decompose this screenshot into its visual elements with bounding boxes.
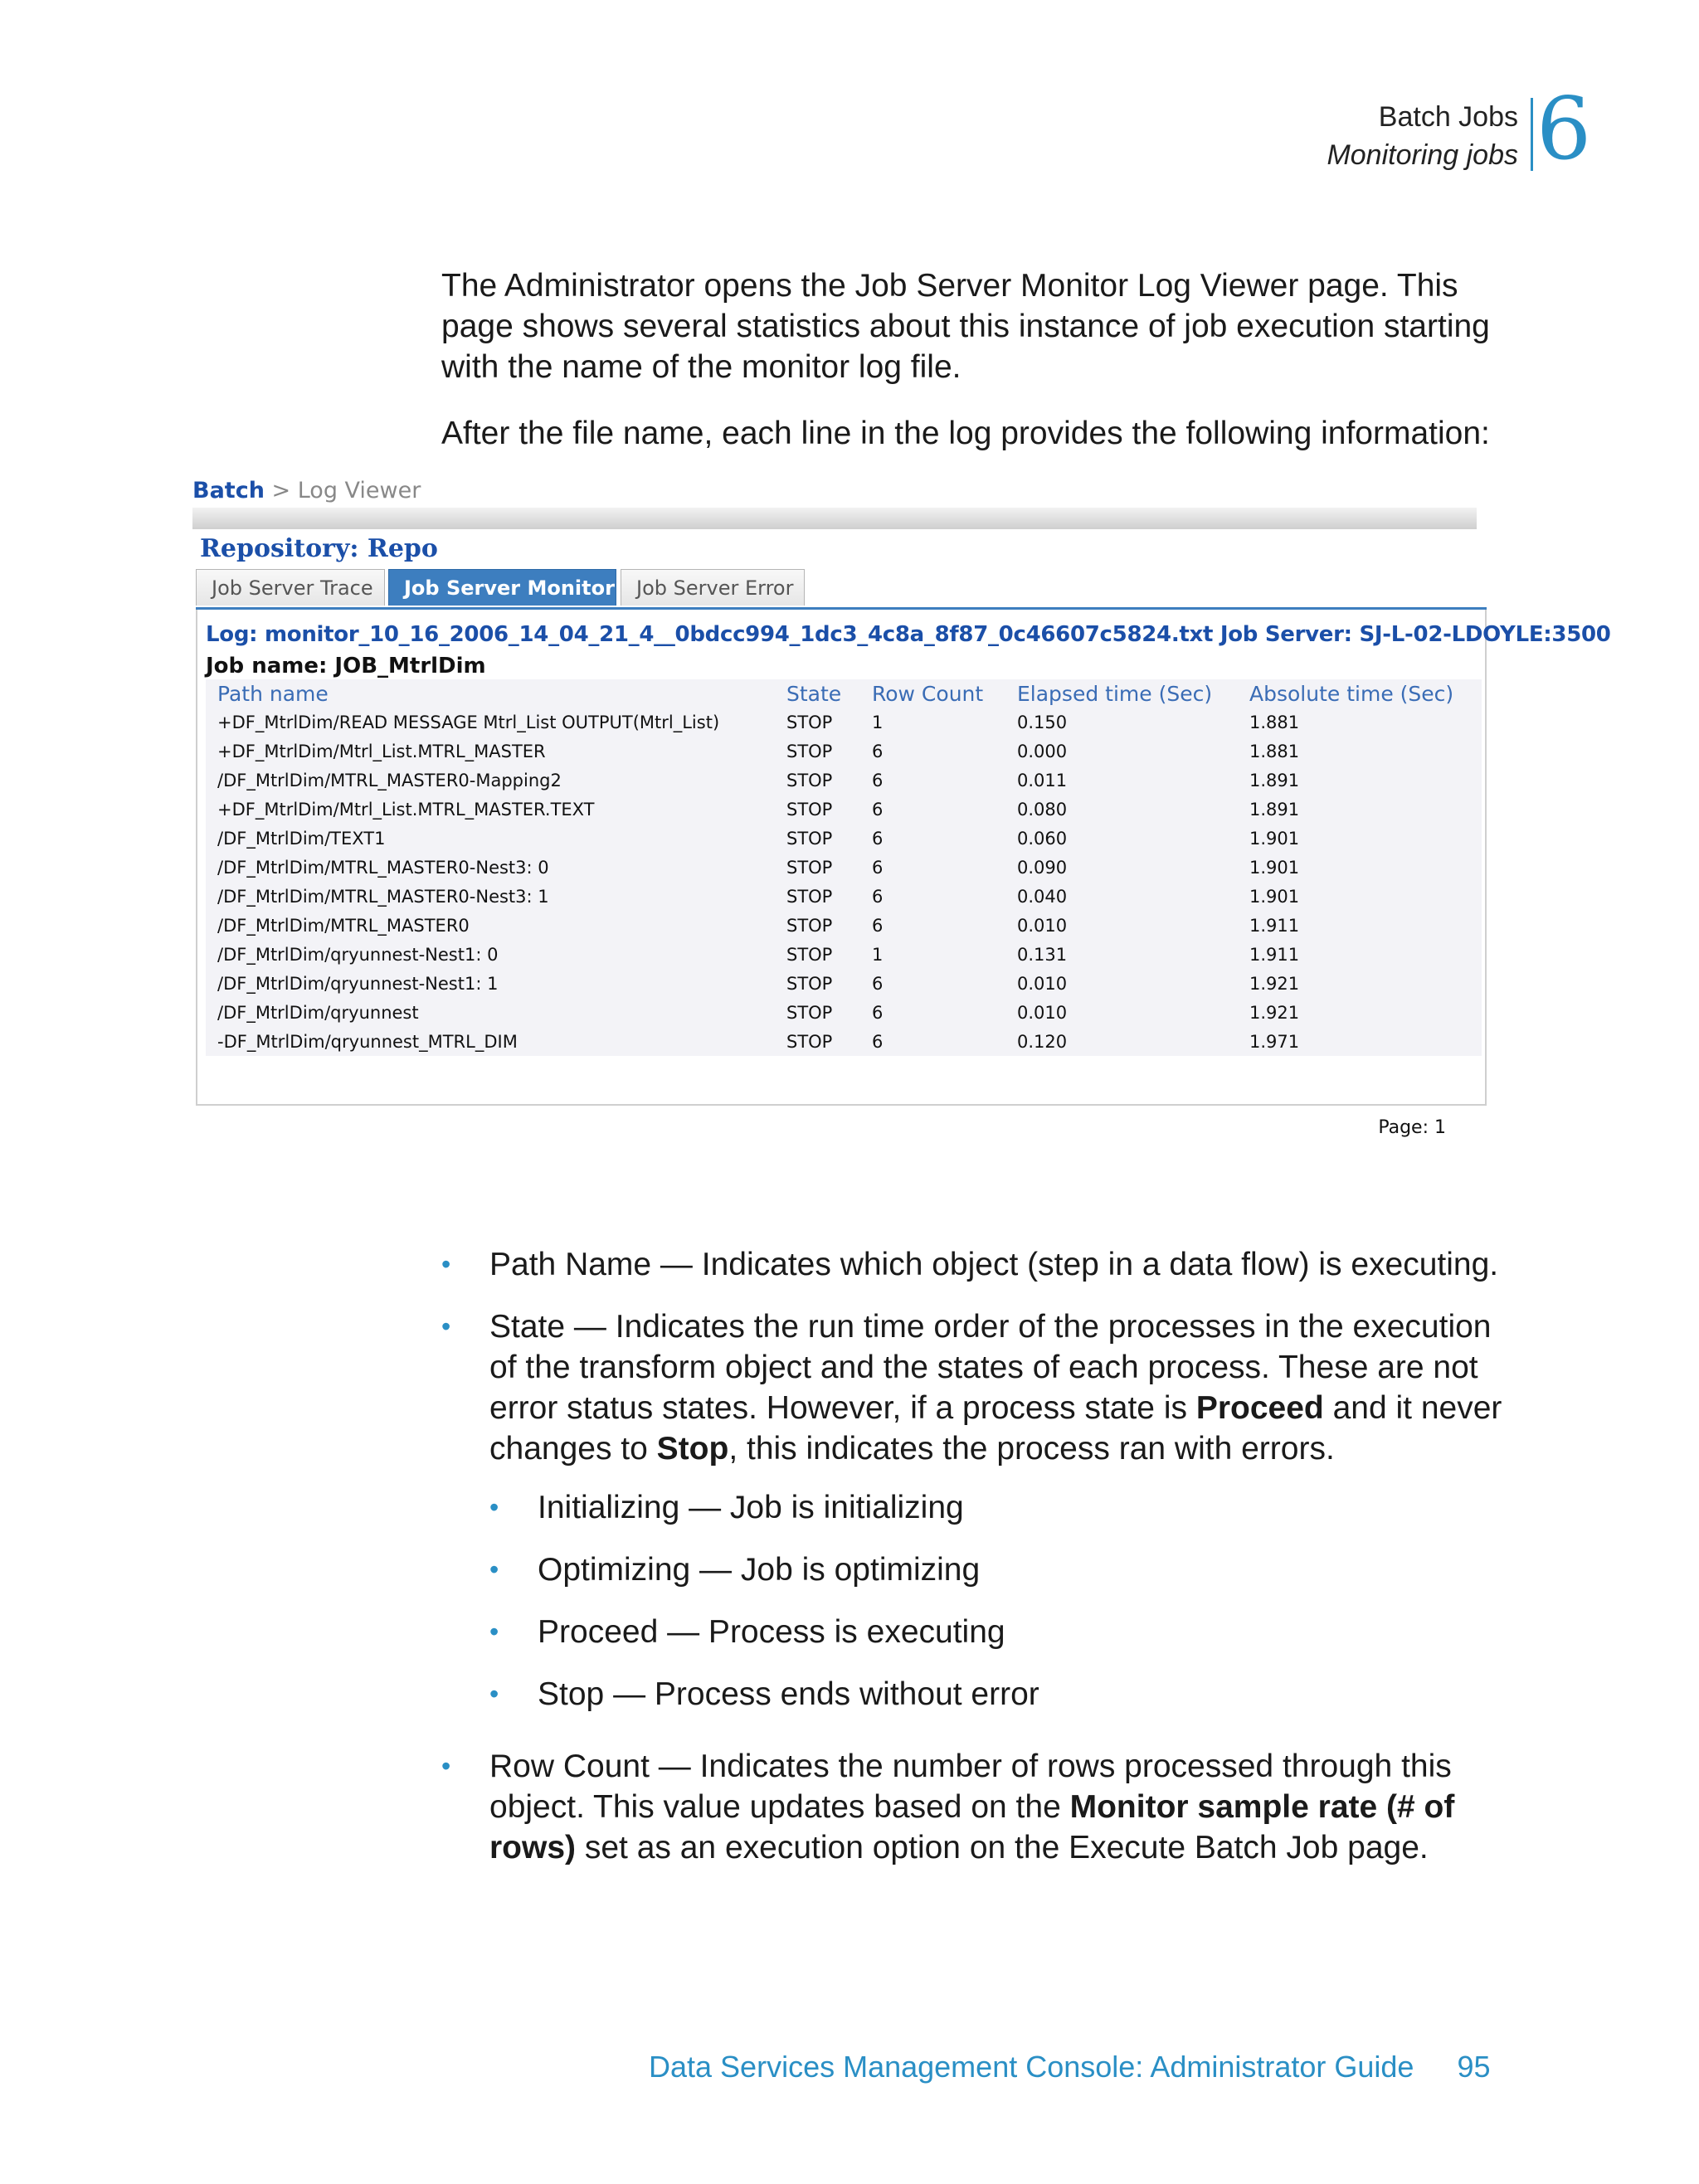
- cell-state: STOP: [786, 799, 833, 820]
- table-row: [206, 766, 1482, 795]
- cell-absolute-time: 1.891: [1249, 799, 1300, 820]
- list-item-text: [489, 1746, 1526, 1868]
- table-row: [206, 708, 1482, 737]
- cell-path-name: -DF_MtrlDim/qryunnest_MTRL_DIM: [217, 1031, 518, 1052]
- page-footer: [649, 2047, 1491, 2087]
- table-row: [206, 969, 1482, 998]
- cell-elapsed-time: 0.040: [1017, 886, 1068, 907]
- cell-path-name: +DF_MtrlDim/Mtrl_List.MTRL_MASTER: [217, 741, 546, 761]
- cell-elapsed-time: 0.060: [1017, 828, 1068, 849]
- table-row: [206, 824, 1482, 853]
- list-item-text: Proceed — Process is executing: [538, 1614, 1005, 1650]
- intro-paragraph-2: After the file name, each line in the log provides the following information:: [441, 416, 1490, 451]
- breadcrumb-batch-link[interactable]: Batch: [192, 478, 265, 503]
- table-body: [206, 708, 1482, 1056]
- table-row: [206, 1027, 1482, 1056]
- table-header-row: [206, 679, 1482, 708]
- monitor-log-table: [206, 679, 1482, 1056]
- header-divider: [1531, 98, 1533, 171]
- cell-path-name: /DF_MtrlDim/qryunnest: [217, 1002, 419, 1023]
- cell-absolute-time: 1.901: [1249, 886, 1300, 907]
- page-indicator: Page: 1: [1378, 1117, 1446, 1138]
- cell-state: STOP: [786, 944, 833, 965]
- list-item-text: Stop — Process ends without error: [538, 1676, 1039, 1712]
- cell-path-name: /DF_MtrlDim/MTRL_MASTER0-Nest3: 0: [217, 857, 549, 878]
- bullet-icon: •: [441, 1751, 451, 1781]
- table-row: [206, 737, 1482, 766]
- tab-job-server-error[interactable]: Job Server Error: [621, 569, 805, 606]
- cell-row-count: 6: [872, 857, 884, 878]
- cell-row-count: 6: [872, 799, 884, 820]
- cell-absolute-time: 1.901: [1249, 857, 1300, 878]
- section-title: Monitoring jobs: [1327, 139, 1518, 171]
- cell-elapsed-time: 0.011: [1017, 770, 1068, 790]
- cell-row-count: 6: [872, 770, 884, 790]
- tab-job-server-monitor[interactable]: Job Server Monitor: [388, 569, 616, 606]
- cell-row-count: 1: [872, 712, 884, 732]
- breadcrumb-separator: >: [264, 478, 298, 503]
- row-count-text-2: set as an execution option on the Execute Batch Job page.: [576, 1830, 1429, 1865]
- cell-path-name: /DF_MtrlDim/qryunnest-Nest1: 1: [217, 973, 499, 994]
- list-item-text: [489, 1306, 1526, 1469]
- chapter-title: Batch Jobs: [1378, 101, 1518, 133]
- cell-absolute-time: 1.911: [1249, 944, 1300, 965]
- cell-row-count: 6: [872, 741, 884, 761]
- cell-elapsed-time: 0.000: [1017, 741, 1068, 761]
- cell-path-name: /DF_MtrlDim/MTRL_MASTER0: [217, 915, 470, 936]
- log-file-line: Log: monitor_10_16_2006_14_04_21_4__0bdcc994_1dc3_4c8a_8f87_0c46607c5824.txt Job Server: SJ-L-02-LDOYLE:3500: [206, 622, 1611, 647]
- tab-job-server-trace[interactable]: Job Server Trace: [196, 569, 385, 606]
- column-header-state: State: [786, 681, 842, 706]
- cell-elapsed-time: 0.010: [1017, 973, 1068, 994]
- list-item-text: Optimizing — Job is optimizing: [538, 1552, 981, 1588]
- column-header-path-name: Path name: [217, 681, 329, 706]
- cell-elapsed-time: 0.131: [1017, 944, 1068, 965]
- table-row: [206, 795, 1482, 824]
- breadcrumb: [192, 478, 421, 503]
- table-row: [206, 940, 1482, 969]
- footer-page-number: 95: [1457, 2050, 1491, 2084]
- cell-elapsed-time: 0.090: [1017, 857, 1068, 878]
- state-text-2: and it never changes to: [489, 1390, 1502, 1467]
- cell-absolute-time: 1.881: [1249, 712, 1300, 732]
- cell-absolute-time: 1.921: [1249, 1002, 1300, 1023]
- cell-absolute-time: 1.911: [1249, 915, 1300, 936]
- cell-absolute-time: 1.971: [1249, 1031, 1300, 1052]
- cell-row-count: 1: [872, 944, 884, 965]
- state-text-1: State — Indicates the run time order of the processes in the execution of the transform object and the states of each process. These are not error status states. However, if a process state is: [489, 1309, 1492, 1426]
- cell-absolute-time: 1.921: [1249, 973, 1300, 994]
- cell-row-count: 6: [872, 1002, 884, 1023]
- breadcrumb-current: Log Viewer: [297, 478, 421, 503]
- cell-row-count: 6: [872, 828, 884, 849]
- bullet-icon: •: [441, 1249, 451, 1279]
- cell-elapsed-time: 0.120: [1017, 1031, 1068, 1052]
- column-header-absolute-time: Absolute time (Sec): [1249, 681, 1454, 706]
- state-text-3: , this indicates the process ran with errors.: [728, 1431, 1335, 1467]
- cell-absolute-time: 1.881: [1249, 741, 1300, 761]
- cell-state: STOP: [786, 741, 833, 761]
- table-row: [206, 911, 1482, 940]
- cell-row-count: 6: [872, 915, 884, 936]
- cell-state: STOP: [786, 915, 833, 936]
- cell-path-name: /DF_MtrlDim/TEXT1: [217, 828, 386, 849]
- cell-elapsed-time: 0.150: [1017, 712, 1068, 732]
- cell-path-name: /DF_MtrlDim/qryunnest-Nest1: 0: [217, 944, 499, 965]
- cell-state: STOP: [786, 828, 833, 849]
- log-viewer-screenshot: [192, 474, 1611, 1155]
- cell-state: STOP: [786, 770, 833, 790]
- cell-path-name: /DF_MtrlDim/MTRL_MASTER0-Nest3: 1: [217, 886, 549, 907]
- job-name: Job name: JOB_MtrlDim: [206, 654, 486, 679]
- footer-title: Data Services Management Console: Administrator Guide: [649, 2050, 1414, 2084]
- cell-state: STOP: [786, 857, 833, 878]
- column-header-row-count: Row Count: [872, 681, 984, 706]
- cell-path-name: /DF_MtrlDim/MTRL_MASTER0-Mapping2: [217, 770, 562, 790]
- cell-state: STOP: [786, 1002, 833, 1023]
- cell-state: STOP: [786, 712, 833, 732]
- cell-elapsed-time: 0.010: [1017, 915, 1068, 936]
- repository-title: Repository: Repo: [200, 534, 438, 563]
- intro-paragraph: The Administrator opens the Job Server Monitor Log Viewer page. This page shows several statistics about this instance of job execution starting with the name of the monitor log file.: [441, 268, 1490, 385]
- cell-state: STOP: [786, 1031, 833, 1052]
- list-item-text: Path Name — Indicates which object (step in a data flow) is executing.: [489, 1247, 1499, 1282]
- column-header-elapsed-time: Elapsed time (Sec): [1017, 681, 1213, 706]
- cell-path-name: +DF_MtrlDim/READ MESSAGE Mtrl_List OUTPUT(Mtrl_List): [217, 712, 720, 732]
- table-row: [206, 853, 1482, 882]
- cell-row-count: 6: [872, 973, 884, 994]
- cell-row-count: 6: [872, 1031, 884, 1052]
- running-header: [1327, 98, 1518, 174]
- row-count-text-1: Row Count — Indicates the number of rows processed through this object. This value updates based on the: [489, 1749, 1452, 1825]
- cell-absolute-time: 1.891: [1249, 770, 1300, 790]
- bullet-icon: •: [489, 1554, 499, 1584]
- bullet-icon: •: [489, 1617, 499, 1647]
- cell-path-name: +DF_MtrlDim/Mtrl_List.MTRL_MASTER.TEXT: [217, 799, 595, 820]
- cell-state: STOP: [786, 973, 833, 994]
- state-text-proceed: Proceed: [1195, 1390, 1324, 1426]
- cell-state: STOP: [786, 886, 833, 907]
- table-row: [206, 882, 1482, 911]
- bullet-icon: •: [441, 1311, 451, 1341]
- bullet-icon: •: [489, 1679, 499, 1709]
- cell-elapsed-time: 0.080: [1017, 799, 1068, 820]
- chapter-number: 6: [1536, 78, 1592, 179]
- cell-row-count: 6: [872, 886, 884, 907]
- state-text-stop: Stop: [656, 1431, 729, 1467]
- cell-elapsed-time: 0.010: [1017, 1002, 1068, 1023]
- table-row: [206, 998, 1482, 1027]
- row-count-text-bold: Monitor sample rate (# of rows): [489, 1789, 1455, 1865]
- cell-absolute-time: 1.901: [1249, 828, 1300, 849]
- list-item-text: Initializing — Job is initializing: [538, 1490, 964, 1525]
- bullet-icon: •: [489, 1492, 499, 1522]
- log-panel: [196, 610, 1611, 1106]
